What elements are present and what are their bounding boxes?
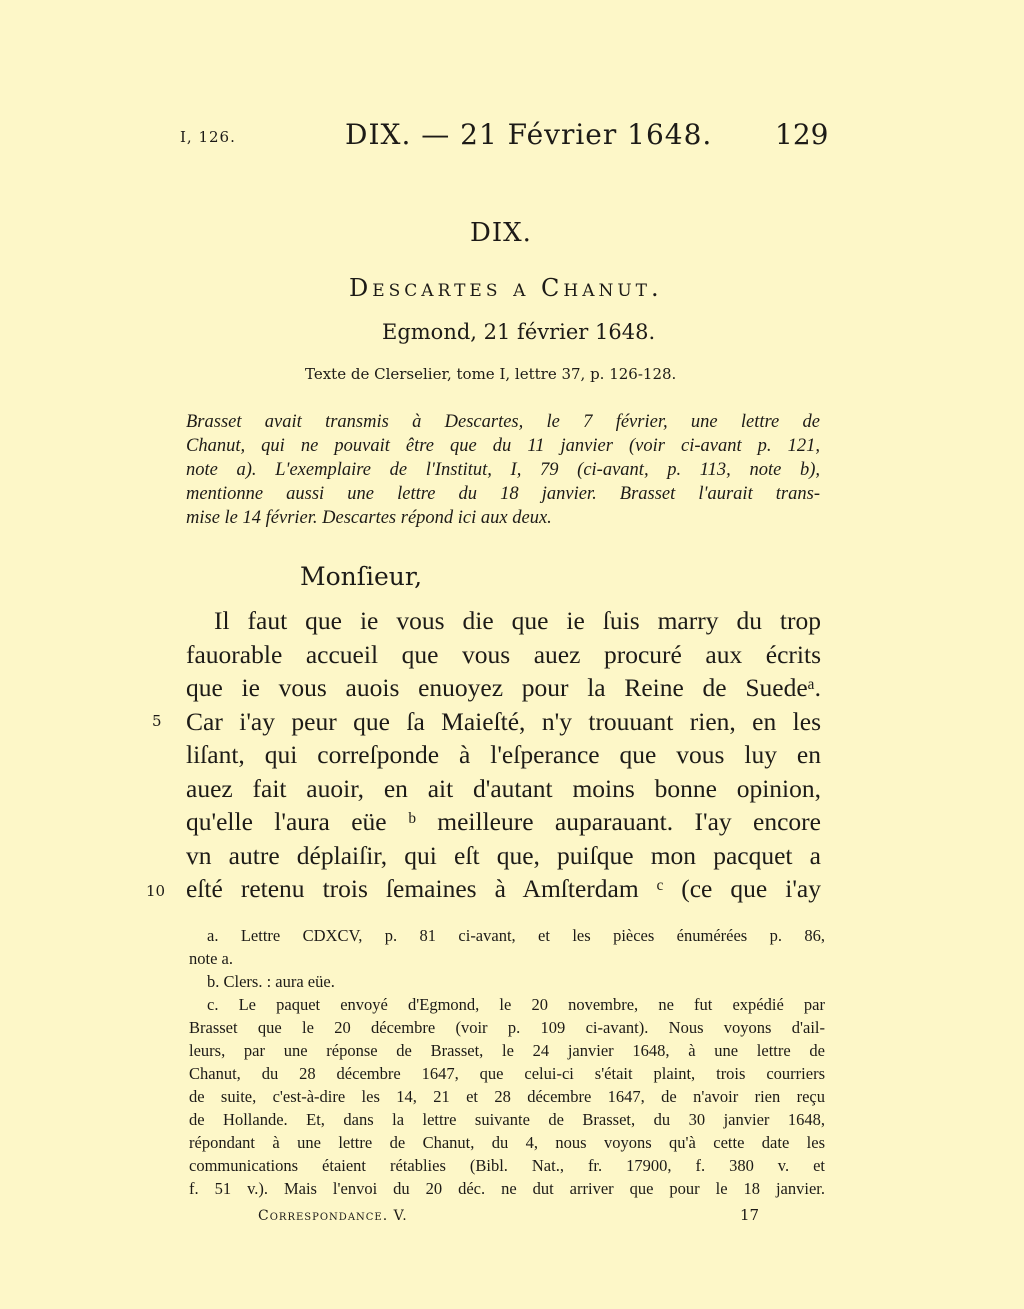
footnotes <box>189 924 825 1200</box>
footnote-line: note a. <box>189 949 233 968</box>
line-number-5: 5 <box>152 712 162 730</box>
intro-line: Brasset avait transmis à Descartes, le 7 février, une lettre de <box>186 412 820 432</box>
footnote-line: b. Clers. : aura eüe. <box>207 972 335 991</box>
line-number-10: 10 <box>146 882 166 900</box>
editorial-introduction <box>186 410 820 530</box>
intro-line: mentionne aussi une lettre du 18 janvier. Brasset l'aurait trans- <box>186 484 820 504</box>
footnote-line: de Hollande. Et, dans la lettre suivante de Brasset, du 30 janvier 1648, <box>189 1110 825 1129</box>
body-line: fauorable accueil que vous auez procuré aux écrits <box>186 639 821 669</box>
letter-body <box>186 604 821 906</box>
footnote-line: Chanut, du 28 décembre 1647, que celui-ci s'était plaint, trois courriers <box>189 1064 825 1083</box>
body-line: eſté retenu trois ſemaines à Amſterdam ᶜ (ce que i'ay <box>186 874 821 903</box>
footnote-line: Brasset que le 20 décembre (voir p. 109 ci-avant). Nous voyons d'ail- <box>189 1018 825 1037</box>
body-line: que ie vous auois enuoyez pour la Reine de Suedeᵃ. <box>186 673 821 702</box>
body-line: auez fait auoir, en ait d'autant moins bonne opinion, <box>186 773 821 803</box>
intro-line: note a). L'exemplaire de l'Institut, I, 79 (ci-avant, p. 113, note b), <box>186 460 820 480</box>
signature-mark: Correspondance. V. <box>258 1208 408 1224</box>
footnote-line: leurs, par une réponse de Brasset, le 24 janvier 1648, à une lettre de <box>189 1041 825 1060</box>
intro-line: Chanut, qui ne pouvait être que du 11 janvier (voir ci-avant p. 121, <box>186 436 820 456</box>
footnote-line: f. 51 v.). Mais l'envoi du 20 déc. ne dut arriver que pour le 18 janvier. <box>189 1179 825 1198</box>
gathering-number: 17 <box>740 1206 760 1224</box>
running-header-reference: I, 126. <box>180 128 236 146</box>
body-line: qu'elle l'aura eüe ᵇ meilleure auparauant. I'ay encore <box>186 807 821 836</box>
body-line: liſant, qui correſponde à l'eſperance que vous luy en <box>186 740 821 769</box>
footnote-line: communications étaient rétablies (Bibl. Nat., fr. 17900, f. 380 v. et <box>189 1156 825 1175</box>
letter-title: Descartes a Chanut. <box>349 274 663 302</box>
salutation: Monſieur, <box>300 562 423 591</box>
body-line: vn autre déplaiſir, qui eſt que, puiſque mon pacquet a <box>186 840 821 870</box>
letter-source: Texte de Clerselier, tome I, lettre 37, p. 126-128. <box>305 365 677 383</box>
body-line: Il faut que ie vous die que ie ſuis marry du trop <box>214 606 821 635</box>
footnote-line: répondant à une lettre de Chanut, du 4, nous voyons qu'à cette date les <box>189 1133 825 1152</box>
page-number: 129 <box>775 118 829 151</box>
footnote-line: de suite, c'est-à-dire les 14, 21 et 28 décembre 1647, de n'avoir rien reçu <box>189 1087 825 1106</box>
body-line: Car i'ay peur que ſa Maieſté, n'y trouuant rien, en les <box>186 706 821 736</box>
letter-place-date: Egmond, 21 février 1648. <box>382 320 656 344</box>
intro-line: mise le 14 février. Descartes répond ici aux deux. <box>186 508 552 528</box>
footnote-line: c. Le paquet envoyé d'Egmond, le 20 novembre, ne fut expédié par <box>207 995 825 1014</box>
running-header-title: DIX. — 21 Février 1648. <box>345 118 713 151</box>
footnote-line: a. Lettre CDXCV, p. 81 ci-avant, et les pièces énumérées p. 86, <box>207 926 825 945</box>
letter-number: DIX. <box>470 218 532 248</box>
